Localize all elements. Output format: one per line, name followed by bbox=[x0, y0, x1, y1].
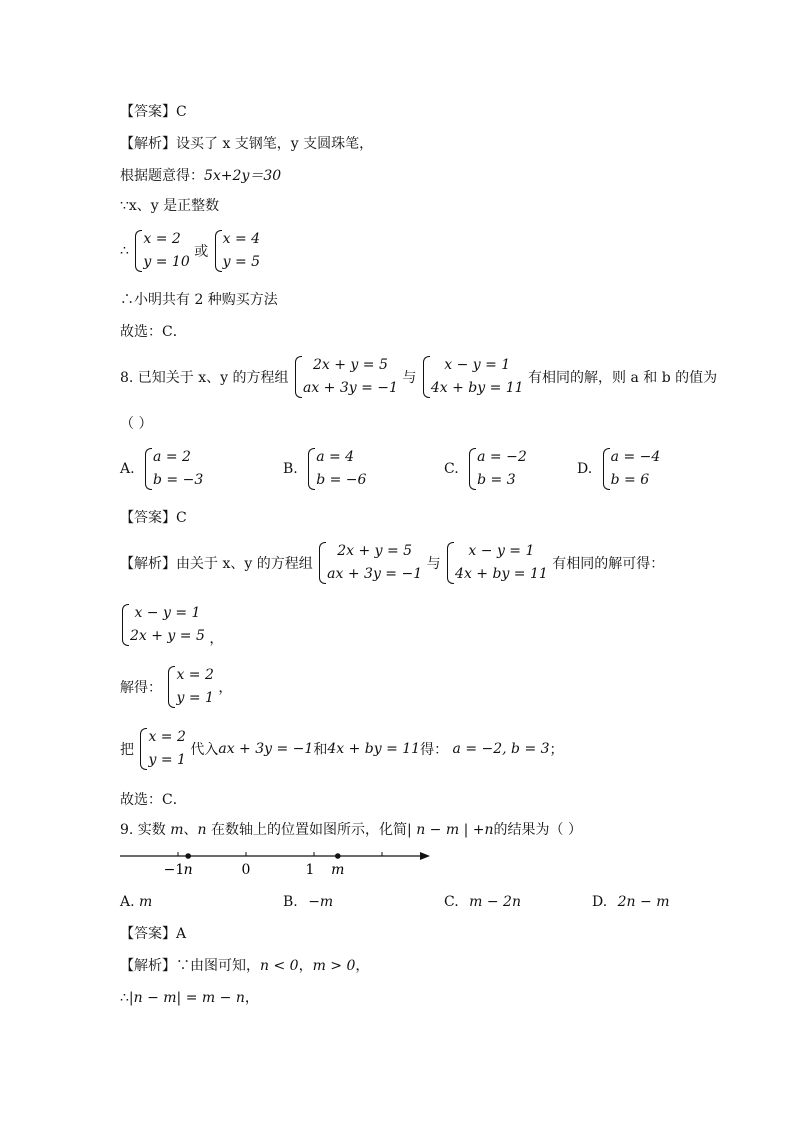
sep: ， bbox=[298, 958, 313, 974]
stem-part: 的结果为（ ） bbox=[493, 822, 582, 838]
system-line: ax + 3y = −1 bbox=[302, 380, 398, 396]
sub-text: ； bbox=[549, 742, 564, 758]
stem-part: 有相同的解，则 a 和 b 的值为 bbox=[528, 370, 718, 386]
therefore-symbol: ∴ bbox=[120, 243, 129, 259]
answer-value: A bbox=[176, 926, 187, 942]
system-line: 2x + y = 5 bbox=[130, 628, 205, 644]
q7-solutions-line bbox=[120, 228, 260, 274]
system-line: ax + 3y = −1 bbox=[327, 566, 423, 582]
stem-part: 8. 已知关于 x、y 的方程组 bbox=[120, 370, 289, 386]
analysis-text: 有相同的解可得： bbox=[552, 556, 665, 572]
system-line: y = 5 bbox=[222, 254, 261, 270]
q9-option-a[interactable] bbox=[120, 894, 152, 910]
analysis-text: 由关于 x、y 的方程组 bbox=[176, 556, 313, 572]
option-value: m − 2n bbox=[469, 894, 521, 910]
sub-text: 代入 bbox=[190, 742, 219, 758]
equation-system-3 bbox=[120, 602, 205, 648]
q7-analysis-line bbox=[120, 134, 373, 154]
option-label: C. bbox=[444, 894, 459, 910]
comma: ， bbox=[209, 631, 224, 647]
system-line: a = 4 bbox=[316, 449, 355, 465]
option-label: A. bbox=[120, 894, 135, 910]
option-value: m bbox=[139, 894, 153, 910]
system-line: 4x + by = 11 bbox=[430, 380, 524, 396]
equation-system-1 bbox=[293, 354, 398, 400]
system-line: 4x + by = 11 bbox=[455, 566, 548, 582]
q8-option-d[interactable] bbox=[577, 446, 660, 492]
sep: ， bbox=[355, 958, 370, 974]
q9-answer-line bbox=[120, 924, 186, 944]
equation: 5x+2y＝30 bbox=[204, 168, 282, 184]
sep: 、 bbox=[183, 822, 198, 838]
system-line: x = 2 bbox=[143, 231, 181, 247]
system-line: b = −3 bbox=[153, 472, 204, 488]
equation-system-2 bbox=[445, 540, 548, 586]
q9-analysis-line bbox=[120, 956, 369, 976]
q8-system-3-line bbox=[120, 602, 223, 648]
q8-answer-line bbox=[120, 508, 187, 528]
option-label: C. bbox=[444, 461, 459, 477]
point-n bbox=[185, 853, 191, 859]
q9-option-c[interactable] bbox=[444, 894, 521, 910]
system-line: b = −6 bbox=[316, 472, 367, 488]
point-m bbox=[335, 853, 341, 859]
q8-option-b[interactable] bbox=[283, 446, 366, 492]
q7-answer-line bbox=[120, 102, 187, 122]
analysis-text: ∵由图可知， bbox=[176, 958, 260, 974]
tick-label: 1 bbox=[305, 862, 315, 878]
answer-label: 【答案】 bbox=[120, 104, 176, 120]
solution-system-2 bbox=[213, 228, 260, 274]
equation-system-1 bbox=[317, 540, 422, 586]
system-line: x − y = 1 bbox=[134, 605, 201, 621]
system-line: b = 3 bbox=[477, 472, 516, 488]
q7-because-line: ∵x、y 是正整数 bbox=[120, 198, 220, 214]
system-line: b = 6 bbox=[610, 472, 650, 488]
solution-system bbox=[166, 664, 213, 710]
system-line: x = 2 bbox=[148, 729, 186, 745]
system-line: a = −4 bbox=[610, 449, 661, 465]
stem-part: 9. 实数 bbox=[120, 822, 166, 838]
option-label: A. bbox=[120, 461, 135, 477]
number-line bbox=[110, 840, 440, 880]
sub-equation-1: ax + 3y = −1 bbox=[218, 741, 314, 757]
with-word: 与 bbox=[402, 370, 417, 386]
solution-system-1 bbox=[133, 228, 189, 274]
system-line: a = 2 bbox=[153, 449, 191, 465]
answer-label: 【答案】 bbox=[120, 926, 176, 942]
system-line: x − y = 1 bbox=[468, 543, 535, 559]
with-word: 与 bbox=[426, 556, 441, 572]
point-label-n: n bbox=[183, 862, 193, 878]
analysis-label: 【解析】 bbox=[120, 136, 176, 152]
q9-abs-line bbox=[120, 988, 259, 1008]
q9-option-d[interactable] bbox=[592, 894, 669, 910]
arrow-icon bbox=[420, 852, 430, 860]
abs-equation: |n − m| = m − n bbox=[128, 990, 245, 1006]
analysis-label: 【解析】 bbox=[120, 958, 176, 974]
system-line: 2x + y = 5 bbox=[313, 357, 388, 373]
expression: | n − m | +n bbox=[407, 822, 494, 838]
system-line: x = 4 bbox=[222, 231, 261, 247]
system-line: x − y = 1 bbox=[444, 357, 511, 373]
system-line: a = −2 bbox=[477, 449, 527, 465]
q8-option-c[interactable] bbox=[444, 446, 527, 492]
option-label: B. bbox=[283, 461, 298, 477]
var-n: n bbox=[197, 822, 207, 838]
option-system bbox=[601, 446, 661, 492]
q7-conclusion-line: ∴小明共有 2 种购买方法 bbox=[120, 292, 278, 308]
inequality-2: m > 0 bbox=[312, 958, 356, 974]
solution-system bbox=[138, 726, 185, 772]
equation-intro: 根据题意得： bbox=[120, 168, 204, 184]
answer-value: C bbox=[176, 510, 187, 526]
sub-result: a = −2, b = 3 bbox=[452, 741, 550, 757]
q9-option-b[interactable] bbox=[283, 894, 333, 910]
q7-choice-line: 故选：C． bbox=[120, 324, 187, 340]
q7-equation-line bbox=[120, 166, 281, 186]
system-line: 2x + y = 5 bbox=[337, 543, 413, 559]
option-label: B. bbox=[283, 894, 298, 910]
solve-label: 解得： bbox=[120, 680, 162, 696]
analysis-label: 【解析】 bbox=[120, 556, 176, 572]
q8-paren: （ ） bbox=[120, 416, 153, 432]
system-line: y = 1 bbox=[176, 690, 214, 706]
q8-choice-line: 故选：C． bbox=[120, 792, 187, 808]
option-system bbox=[143, 446, 203, 492]
inequality-1: n < 0 bbox=[260, 958, 299, 974]
system-line: y = 1 bbox=[148, 752, 186, 768]
or-word: 或 bbox=[194, 244, 209, 260]
answer-value: C bbox=[176, 104, 187, 120]
comma: ， bbox=[218, 680, 233, 696]
point-label-m: m bbox=[331, 862, 345, 878]
stem-part: 在数轴上的位置如图所示，化简 bbox=[211, 822, 408, 838]
q8-substitute-line bbox=[120, 726, 564, 772]
answer-label: 【答案】 bbox=[120, 510, 176, 526]
q9-stem bbox=[120, 820, 582, 840]
tick-label: 0 bbox=[241, 862, 251, 878]
sub-equation-2: 4x + by = 11 bbox=[327, 741, 421, 757]
option-label: D. bbox=[577, 461, 593, 477]
option-value: −m bbox=[308, 894, 334, 910]
sub-text: 和 bbox=[313, 742, 328, 758]
var-m: m bbox=[170, 822, 184, 838]
system-line: y = 10 bbox=[143, 254, 190, 270]
option-value: 2n − m bbox=[617, 894, 670, 910]
equation-system-2 bbox=[421, 354, 524, 400]
option-label: D. bbox=[592, 894, 608, 910]
therefore-symbol: ∴ bbox=[120, 990, 129, 1006]
option-system bbox=[467, 446, 527, 492]
sub-text: 把 bbox=[120, 742, 134, 758]
sub-text: 得： bbox=[420, 742, 449, 758]
analysis-text: 设买了 x 支钢笔，y 支圆珠笔， bbox=[176, 136, 374, 152]
system-line: x = 2 bbox=[176, 667, 214, 683]
option-system bbox=[306, 446, 366, 492]
q8-stem bbox=[120, 354, 717, 400]
tick-label: −1 bbox=[163, 862, 185, 878]
q8-option-a[interactable] bbox=[120, 446, 203, 492]
q8-solve-line bbox=[120, 664, 232, 710]
q8-analysis-line bbox=[120, 540, 664, 586]
sep: ， bbox=[244, 990, 259, 1006]
